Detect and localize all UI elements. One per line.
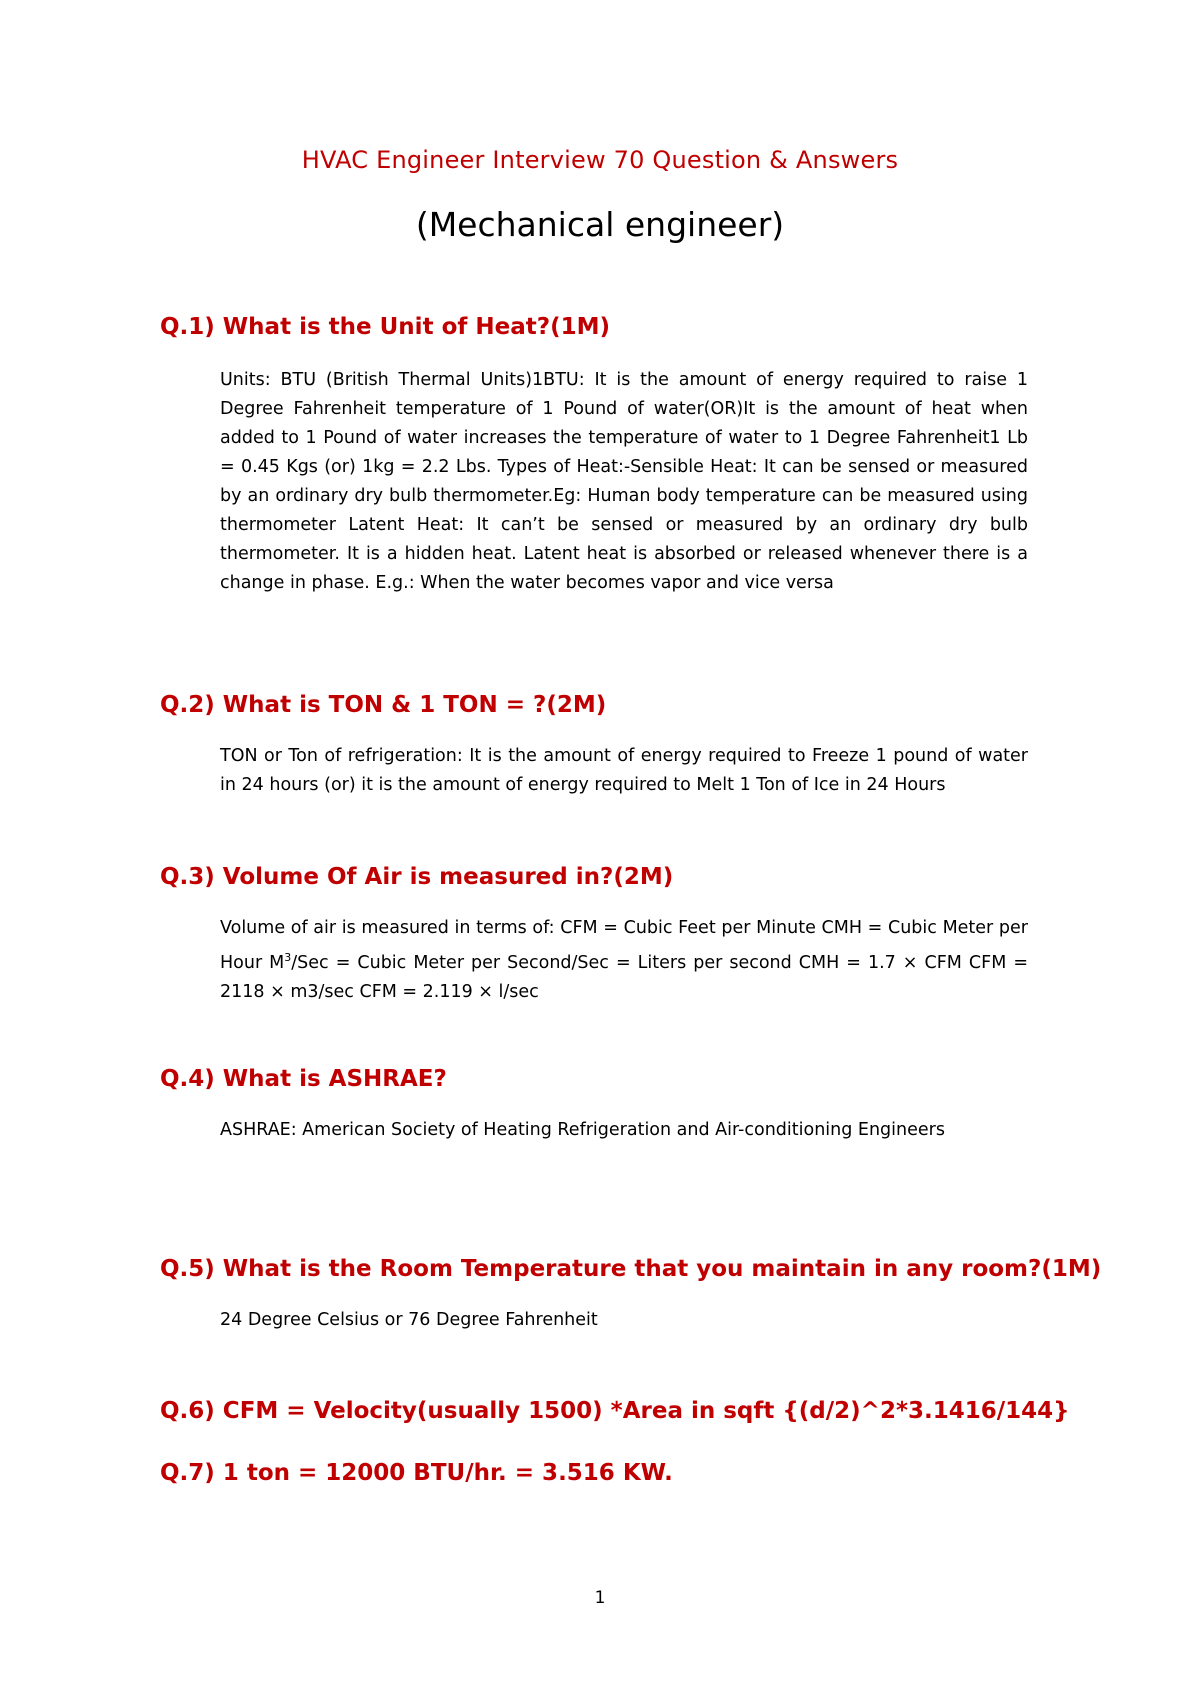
question-1-answer: Units: BTU (British Thermal Units)1BTU: It is the amount of energy required to raise 1 Degree Fahrenheit temperature of 1 Pound of water(OR)It is the amount of heat when added to 1 Pound of water increases the temperature of water to 1 Degree Fahrenheit1 Lb = 0.45 Kgs (or) 1kg = 2.2 Lbs. Types of Heat:-Sensible Heat: It can be sensed or measured by an ordinary dry bulb thermometer.Eg: Human body temperature can be measured using thermometer Latent Heat: It can’t be sensed or measured by an ordinary dry bulb thermometer. It is a hidden heat. Latent heat is absorbed or released whenever there is a change in phase. E.g.: When the water becomes vapor and vice versa xyxy=(220,370,1028,593)
page-number: 1 xyxy=(594,1588,606,1608)
question-3-answer xyxy=(220,914,1028,1007)
question-2-heading: Q.2) What is TON & 1 TON = ?(2M) xyxy=(160,692,607,718)
document-subtitle: (Mechanical engineer) xyxy=(415,205,785,244)
question-3-answer-text-a: Volume of air is measured in terms of: CFM = Cubic Feet per Minute CMH = Cubic Meter per Hour M xyxy=(220,918,1028,973)
question-2-answer: TON or Ton of refrigeration: It is the amount of energy required to Freeze 1 pound of water in 24 hours (or) it is the amount of energy required to Melt 1 Ton of Ice in 24 Hours xyxy=(220,746,1028,795)
question-3-answer-text-b: /Sec = Cubic Meter per Second/Sec = Liters per second CMH = 1.7 × CFM CFM = 2118 × m3/sec CFM = 2.119 × l/sec xyxy=(220,952,1028,1002)
question-7-heading: Q.7) 1 ton = 12000 BTU/hr. = 3.516 KW. xyxy=(160,1460,673,1486)
question-3-answer-superscript: 3 xyxy=(284,951,292,964)
question-1-heading: Q.1) What is the Unit of Heat?(1M) xyxy=(160,314,611,340)
question-3-heading: Q.3) Volume Of Air is measured in?(2M) xyxy=(160,864,674,890)
question-4-answer: ASHRAE: American Society of Heating Refrigeration and Air-conditioning Engineers xyxy=(220,1120,945,1140)
question-4-heading: Q.4) What is ASHRAE? xyxy=(160,1066,447,1092)
question-6-heading: Q.6) CFM = Velocity(usually 1500) *Area in sqft {(d/2)^2*3.1416/144} xyxy=(160,1398,1070,1424)
document-title: HVAC Engineer Interview 70 Question & Answers xyxy=(301,146,899,174)
question-5-heading: Q.5) What is the Room Temperature that you maintain in any room?(1M) xyxy=(160,1256,1102,1282)
question-5-answer: 24 Degree Celsius or 76 Degree Fahrenheit xyxy=(220,1310,598,1330)
